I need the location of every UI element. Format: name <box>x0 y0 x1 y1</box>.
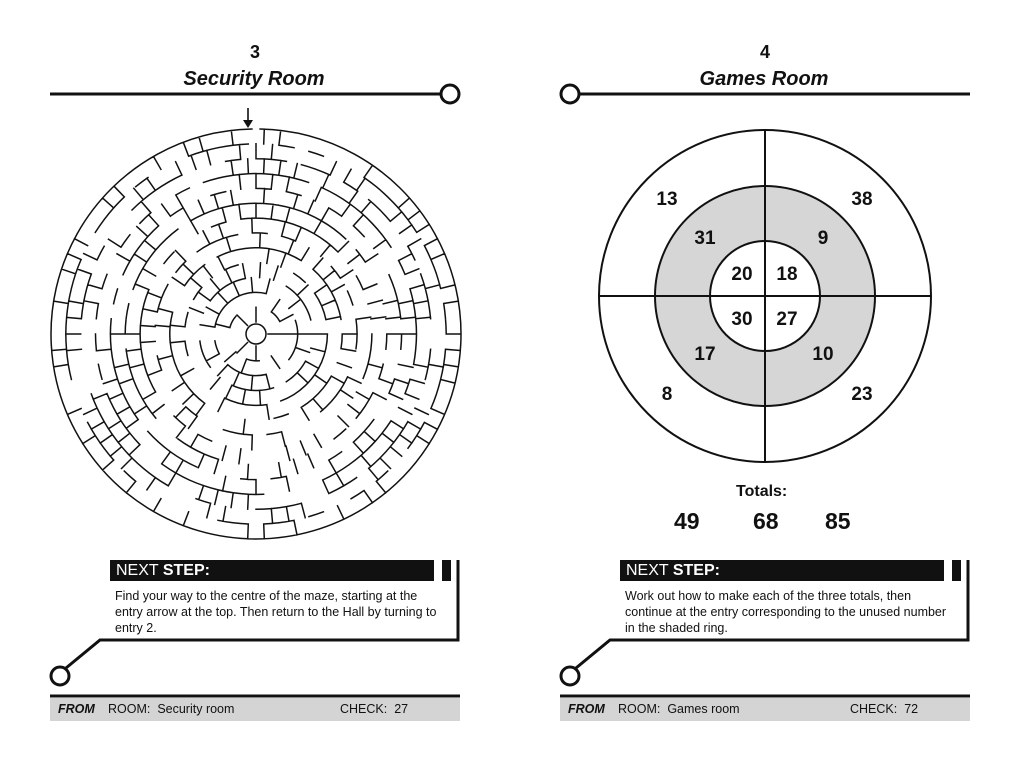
shaded-number: 10 <box>812 344 834 365</box>
outer-number: 13 <box>656 189 678 210</box>
instructions: Find your way to the centre of the maze, starting at the entry arrow at the top. Then return to the Hall by turning to entry 2. <box>115 589 437 635</box>
inner-number: 18 <box>776 264 798 285</box>
footer-bar <box>50 698 460 721</box>
instructions: Work out how to make each of the three totals, then continue at the entry corresponding to the unused number in the shaded ring. <box>625 589 947 635</box>
total-value: 49 <box>674 508 700 534</box>
total-value: 85 <box>825 508 851 534</box>
outer-number: 23 <box>851 384 873 405</box>
inner-number: 20 <box>731 264 753 285</box>
totals-label: Totals: <box>736 483 788 500</box>
maze-walls <box>51 129 461 539</box>
entry-arrow-icon <box>243 108 253 128</box>
outer-number: 8 <box>661 384 673 405</box>
inner-number: 27 <box>776 309 798 330</box>
total-value: 68 <box>753 508 779 534</box>
footer-check: CHECK: 27 <box>340 702 409 716</box>
circular-maze[interactable] <box>48 108 464 544</box>
right-page <box>510 0 1020 765</box>
footer-bar <box>560 698 970 721</box>
shaded-number: 9 <box>817 228 829 249</box>
page-number: 3 <box>249 42 260 62</box>
outer-number: 38 <box>851 189 873 210</box>
footer-check: CHECK: 72 <box>850 702 919 716</box>
shaded-number: 31 <box>694 228 716 249</box>
shaded-number: 17 <box>694 344 716 365</box>
inner-number: 30 <box>731 309 753 330</box>
maze-centre <box>246 324 266 344</box>
page-title: Games Room <box>699 68 829 90</box>
target-board <box>597 128 933 464</box>
footer-room: ROOM: Games room <box>618 702 740 716</box>
page-number: 4 <box>759 42 770 62</box>
footer-from: FROM <box>58 702 95 716</box>
footer-from: FROM <box>568 702 605 716</box>
next-step-header: NEXT STEP: <box>110 560 434 581</box>
footer-room: ROOM: Security room <box>108 702 235 716</box>
next-step-header: NEXT STEP: <box>620 560 944 581</box>
page-title: Security Room <box>183 68 325 90</box>
